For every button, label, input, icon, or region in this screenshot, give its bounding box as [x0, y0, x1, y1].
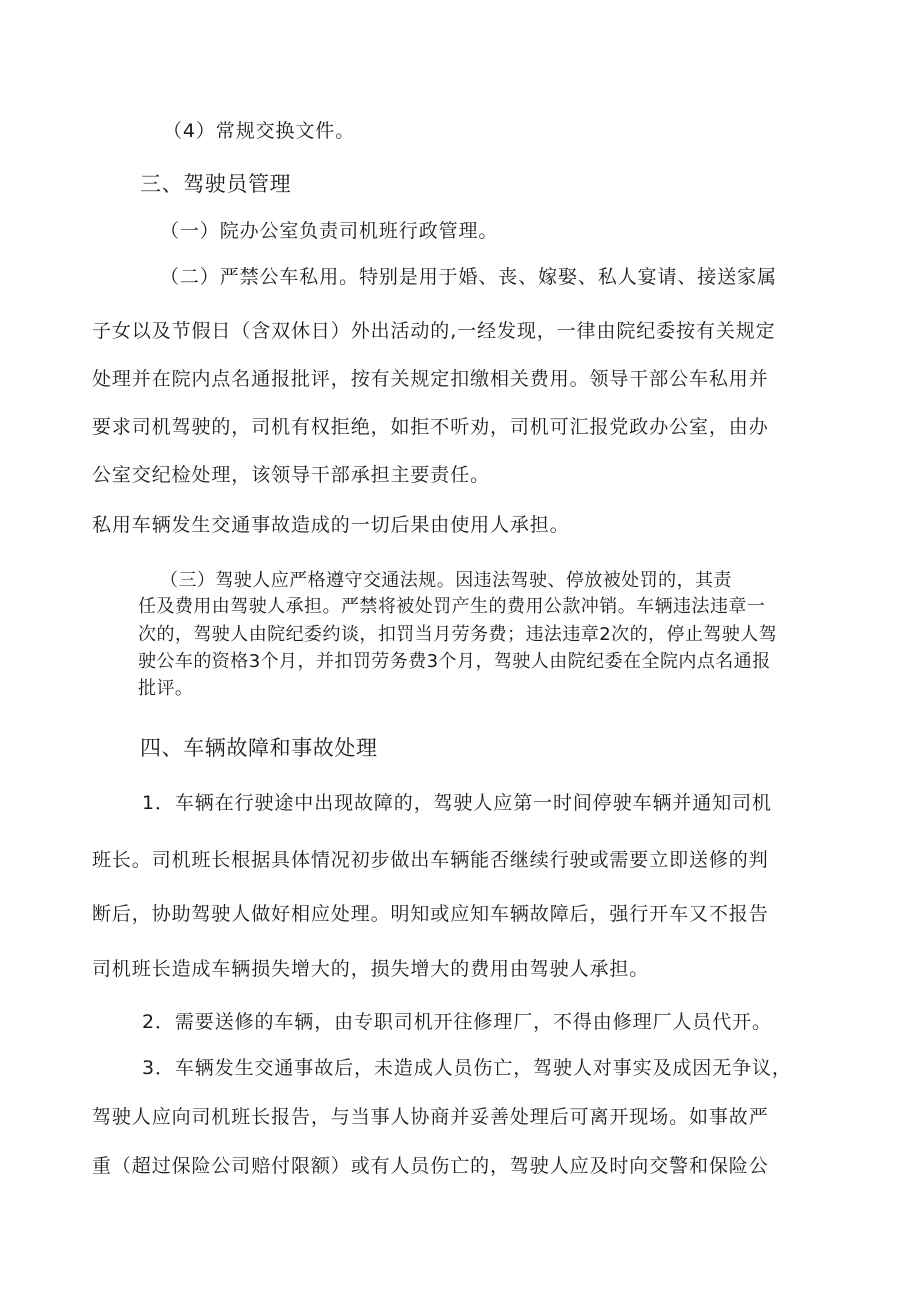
section-4-item-2: 2．需要送修的车辆，由专职司机开往修理厂，不得由修理厂人员代开。: [142, 1011, 772, 1033]
section-4-heading: 四、车辆故障和事故处理: [140, 736, 378, 760]
paragraph-line: 驶公车的资格3个月，并扣罚劳务费3个月，驾驶人由院纪委在全院内点名通报: [138, 651, 771, 672]
paragraph-line: 处理并在院内点名通报批评，按有关规定扣缴相关费用。领导干部公车私用并: [92, 368, 769, 390]
paragraph-line: 1．车辆在行驶途中出现故障的，驾驶人应第一时间停驶车辆并通知司机: [142, 792, 772, 814]
paragraph-line: 任及费用由驾驶人承担。严禁将被处罚产生的费用公款冲销。车辆违法违章一: [138, 596, 766, 617]
paragraph-line: 要求司机驾驶的，司机有权拒绝，如拒不听劝，司机可汇报党政办公室，由办: [92, 416, 769, 438]
paragraph-line: （二）严禁公车私用。特别是用于婚、丧、嫁娶、私人宴请、接送家属: [160, 266, 777, 288]
paragraph-line: 批评。: [138, 678, 194, 699]
section-3-heading: 三、驾驶员管理: [140, 172, 292, 196]
paragraph-line: 驾驶人应向司机班长报告，与当事人协商并妥善处理后可离开现场。如事故严: [92, 1106, 769, 1128]
section-3-paragraph-1: （一）院办公室负责司机班行政管理。: [160, 220, 499, 242]
paragraph-line: 班长。司机班长根据具体情况初步做出车辆能否继续行驶或需要立即送修的判: [92, 849, 769, 871]
paragraph-line: 次的，驾驶人由院纪委约谈，扣罚当月劳务费；违法违章2次的，停止驾驶人驾: [138, 624, 778, 645]
paragraph-line: 子女以及节假日（含双休日）外出活动的,一经发现，一律由院纪委按有关规定: [92, 320, 776, 342]
section-3-paragraph-2b: 私用车辆发生交通事故造成的一切后果由使用人承担。: [92, 514, 570, 536]
item-4-text: （4）常规交换文件。: [163, 120, 356, 142]
paragraph-line: 重（超过保险公司赔付限额）或有人员伤亡的，驾驶人应及时向交警和保险公: [92, 1155, 769, 1177]
paragraph-line: 司机班长造成车辆损失增大的，损失增大的费用由驾驶人承担。: [92, 958, 650, 980]
paragraph-line: 断后，协助驾驶人做好相应处理。明知或应知车辆故障后，强行开车又不报告: [92, 903, 769, 925]
paragraph-line: （三）驾驶人应严格遵守交通法规。因违法驾驶、停放被处罚的，其责: [160, 570, 732, 591]
paragraph-line: 3．车辆发生交通事故后，未造成人员伤亡，驾驶人对事实及成因无争议，: [142, 1057, 792, 1079]
paragraph-line: 公室交纪检处理，该领导干部承担主要责任。: [92, 464, 491, 486]
